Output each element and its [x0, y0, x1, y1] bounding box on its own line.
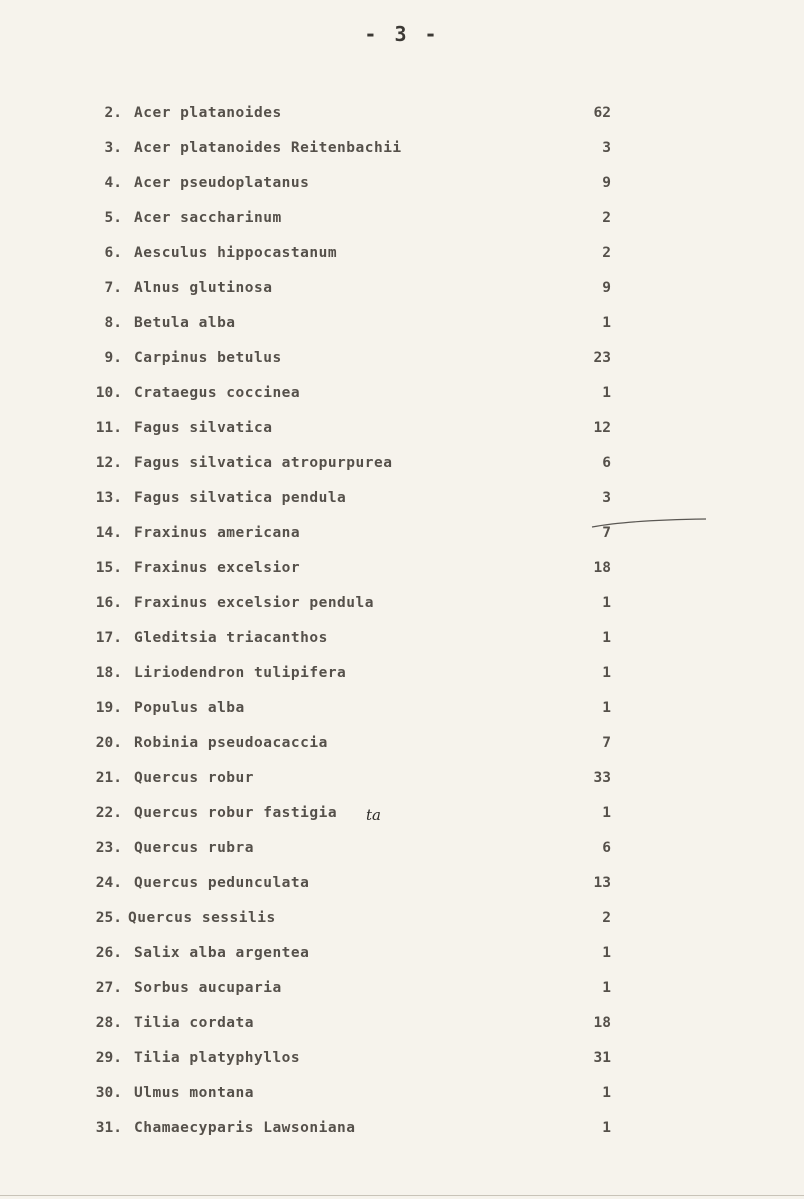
- list-item: [0, 1120, 804, 1155]
- species-name: Chamaecyparis Lawsoniana: [134, 1120, 356, 1136]
- list-item: [0, 1015, 804, 1050]
- list-item: [0, 560, 804, 595]
- tree-count: 62: [593, 105, 611, 121]
- item-number: 21.: [95, 770, 122, 786]
- tree-count: 9: [602, 175, 611, 191]
- list-item: [0, 280, 804, 315]
- tree-count: 9: [602, 280, 611, 296]
- species-name: Fagus silvatica pendula: [134, 490, 347, 506]
- species-name: Fraxinus excelsior: [134, 560, 301, 576]
- list-item: [0, 105, 804, 140]
- species-name: Betula alba: [134, 315, 236, 331]
- page-number: - 3 -: [364, 22, 440, 46]
- species-name: Robinia pseudoacaccia: [134, 735, 328, 751]
- species-name: Sorbus aucuparia: [134, 980, 282, 996]
- item-number: 29.: [95, 1050, 122, 1066]
- item-number: 27.: [95, 980, 122, 996]
- item-number: 8.: [104, 315, 122, 331]
- list-item: [0, 595, 804, 630]
- item-number: 14.: [95, 525, 122, 541]
- species-name: Quercus robur: [134, 770, 254, 786]
- list-item: [0, 245, 804, 280]
- tree-count: 2: [602, 245, 611, 261]
- species-name: Fraxinus americana: [134, 525, 301, 541]
- item-number: 24.: [95, 875, 122, 891]
- list-item: [0, 805, 804, 840]
- tree-count: 1: [602, 980, 611, 996]
- tree-count: 33: [593, 770, 611, 786]
- item-number: 20.: [95, 735, 122, 751]
- species-name: Populus alba: [134, 700, 245, 716]
- species-name: Acer saccharinum: [134, 210, 282, 226]
- item-number: 25.: [95, 910, 122, 926]
- species-name: Fraxinus excelsior pendula: [134, 595, 374, 611]
- tree-count: 1: [602, 385, 611, 401]
- list-item: [0, 140, 804, 175]
- tree-count: 31: [593, 1050, 611, 1066]
- tree-count: 18: [593, 1015, 611, 1031]
- tree-count: 3: [602, 140, 611, 156]
- item-number: 22.: [95, 805, 122, 821]
- species-name: Ulmus montana: [134, 1085, 254, 1101]
- tree-count: 2: [602, 910, 611, 926]
- item-number: 16.: [95, 595, 122, 611]
- species-name: Fagus silvatica: [134, 420, 273, 436]
- list-item: [0, 210, 804, 245]
- item-number: 10.: [95, 385, 122, 401]
- list-item: [0, 700, 804, 735]
- list-item: [0, 980, 804, 1015]
- list-item: [0, 420, 804, 455]
- tree-count: 1: [602, 700, 611, 716]
- list-item: [0, 525, 804, 560]
- list-item: [0, 735, 804, 770]
- item-number: 9.: [104, 350, 122, 366]
- species-name: Liriodendron tulipifera: [134, 665, 347, 681]
- species-name: Acer platanoides Reitenbachii: [134, 140, 402, 156]
- tree-count: 6: [602, 840, 611, 856]
- page-bottom-edge: [0, 1195, 804, 1196]
- species-name: Aesculus hippocastanum: [134, 245, 338, 261]
- tree-count: 1: [602, 805, 611, 821]
- tree-count: 7: [602, 525, 611, 541]
- tree-count: 12: [593, 420, 611, 436]
- list-item: [0, 665, 804, 700]
- species-name: Quercus rubra: [134, 840, 254, 856]
- list-item: [0, 350, 804, 385]
- item-number: 5.: [104, 210, 122, 226]
- species-name: Gleditsia triacanthos: [134, 630, 328, 646]
- tree-count: 18: [593, 560, 611, 576]
- tree-count: 1: [602, 1120, 611, 1136]
- item-number: 4.: [104, 175, 122, 191]
- tree-count: 1: [602, 315, 611, 331]
- list-item: [0, 770, 804, 805]
- tree-count: 7: [602, 735, 611, 751]
- species-list: [0, 105, 804, 1155]
- list-item: [0, 385, 804, 420]
- item-number: 26.: [95, 945, 122, 961]
- tree-count: 1: [602, 945, 611, 961]
- item-number: 12.: [95, 455, 122, 471]
- item-number: 19.: [95, 700, 122, 716]
- tree-count: 2: [602, 210, 611, 226]
- item-number: 3.: [104, 140, 122, 156]
- item-number: 7.: [104, 280, 122, 296]
- tree-count: 1: [602, 665, 611, 681]
- tree-count: 1: [602, 595, 611, 611]
- list-item: [0, 455, 804, 490]
- item-number: 28.: [95, 1015, 122, 1031]
- species-name: Acer platanoides: [134, 105, 282, 121]
- tree-count: 13: [593, 875, 611, 891]
- item-number: 2.: [104, 105, 122, 121]
- species-name: Acer pseudoplatanus: [134, 175, 310, 191]
- tree-count: 1: [602, 630, 611, 646]
- list-item: [0, 490, 804, 525]
- list-item: [0, 945, 804, 980]
- species-name: Salix alba argentea: [134, 945, 310, 961]
- item-number: 31.: [95, 1120, 122, 1136]
- species-name: Tilia cordata: [134, 1015, 254, 1031]
- item-number: 23.: [95, 840, 122, 856]
- item-number: 11.: [95, 420, 122, 436]
- item-number: 30.: [95, 1085, 122, 1101]
- list-item: [0, 315, 804, 350]
- list-item: [0, 840, 804, 875]
- species-name: Quercus sessilis: [128, 910, 276, 926]
- list-item: [0, 175, 804, 210]
- list-item: [0, 1085, 804, 1120]
- tree-count: 6: [602, 455, 611, 471]
- species-name: Fagus silvatica atropurpurea: [134, 455, 393, 471]
- tree-count: 3: [602, 490, 611, 506]
- species-name: Tilia platyphyllos: [134, 1050, 301, 1066]
- item-number: 15.: [95, 560, 122, 576]
- species-name: Carpinus betulus: [134, 350, 282, 366]
- species-name: Crataegus coccinea: [134, 385, 301, 401]
- item-number: 6.: [104, 245, 122, 261]
- item-number: 18.: [95, 665, 122, 681]
- list-item: [0, 875, 804, 910]
- list-item: [0, 630, 804, 665]
- species-name: Alnus glutinosa: [134, 280, 273, 296]
- species-name: Quercus robur fastigia: [134, 805, 338, 821]
- item-number: 13.: [95, 490, 122, 506]
- item-number: 17.: [95, 630, 122, 646]
- list-item: [0, 910, 804, 945]
- species-name: Quercus pedunculata: [134, 875, 310, 891]
- tree-count: 23: [593, 350, 611, 366]
- tree-count: 1: [602, 1085, 611, 1101]
- list-item: [0, 1050, 804, 1085]
- handwritten-correction: ta: [366, 806, 381, 824]
